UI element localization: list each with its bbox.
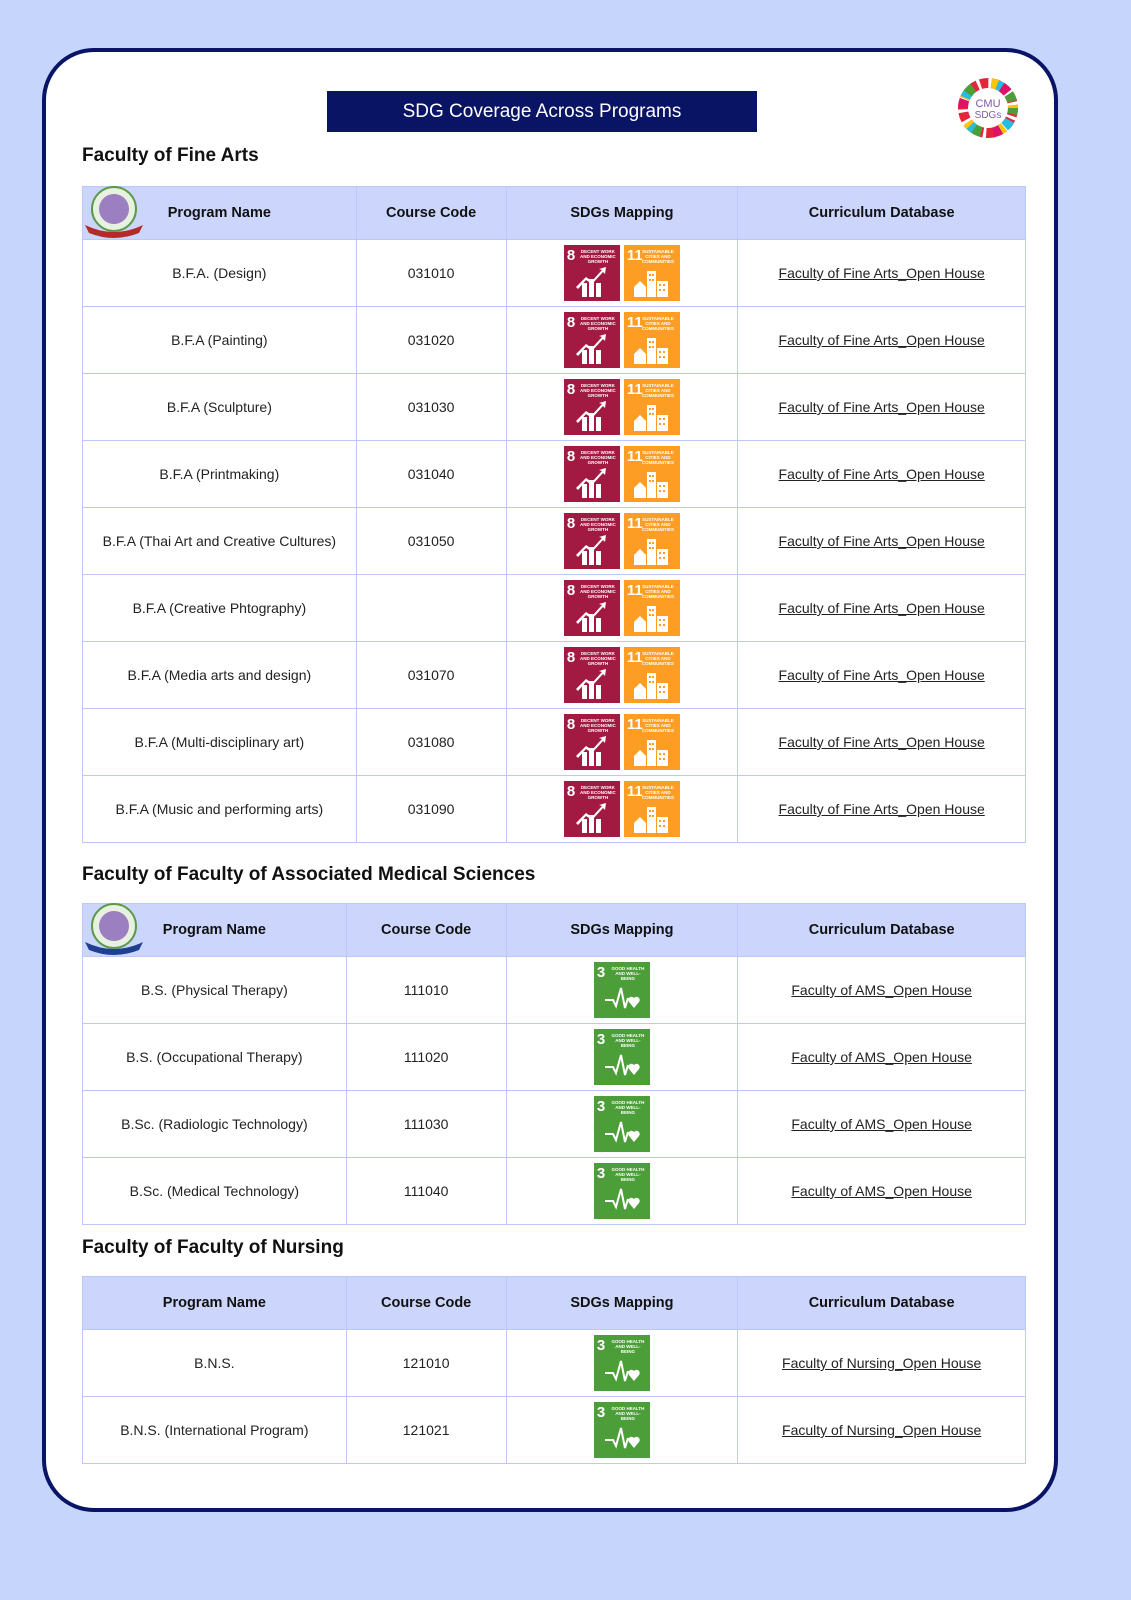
curriculum-database-link[interactable]: Faculty of Fine Arts_Open House xyxy=(778,265,985,281)
program-name: B.F.A (Media arts and design) xyxy=(83,642,357,709)
sdgs-mapping xyxy=(506,374,738,441)
curriculum-database-link[interactable]: Faculty of Fine Arts_Open House xyxy=(778,466,985,482)
course-code: 111020 xyxy=(346,1024,506,1091)
svg-text:SDGs: SDGs xyxy=(974,110,1002,121)
program-name: B.Sc. (Medical Technology) xyxy=(83,1158,347,1225)
sdg-8-tile: 8 DECENT WORK AND ECONOMIC GROWTH xyxy=(564,312,620,368)
table-row xyxy=(83,441,1026,508)
curriculum-database-link[interactable]: Faculty of AMS_Open House xyxy=(791,1183,972,1199)
table-row xyxy=(83,957,1026,1024)
course-code: 031080 xyxy=(356,709,506,776)
sdgs-mapping xyxy=(506,1397,738,1464)
sdg-3-tile: 3 GOOD HEALTH AND WELL-BEING xyxy=(594,962,650,1018)
sdg-11-tile: 11 SUSTAINABLE CITIES AND COMMUNITIES xyxy=(624,513,680,569)
sdgs-mapping xyxy=(506,776,738,843)
page-title: SDG Coverage Across Programs xyxy=(327,91,757,132)
table-header-row xyxy=(83,187,1026,240)
sdg-3-tile: 3 GOOD HEALTH AND WELL-BEING xyxy=(594,1096,650,1152)
table-row xyxy=(83,1330,1026,1397)
program-name: B.S. (Physical Therapy) xyxy=(83,957,347,1024)
sdgs-mapping xyxy=(506,508,738,575)
header-sdgs-mapping: SDGs Mapping xyxy=(506,187,738,240)
sdg-11-tile: 11 SUSTAINABLE CITIES AND COMMUNITIES xyxy=(624,379,680,435)
header-course-code: Course Code xyxy=(346,1277,506,1330)
faculty-seal-icon xyxy=(83,898,145,958)
sdg-8-tile: 8 DECENT WORK AND ECONOMIC GROWTH xyxy=(564,781,620,837)
curriculum-database-link[interactable]: Faculty of AMS_Open House xyxy=(791,1049,972,1065)
program-name: B.F.A (Creative Phtography) xyxy=(83,575,357,642)
programs-table xyxy=(82,1276,1026,1464)
program-name: B.S. (Occupational Therapy) xyxy=(83,1024,347,1091)
sdgs-mapping xyxy=(506,709,738,776)
sdg-8-tile: 8 DECENT WORK AND ECONOMIC GROWTH xyxy=(564,647,620,703)
section-heading: Faculty of Fine Arts xyxy=(82,145,259,166)
sdgs-mapping xyxy=(506,575,738,642)
sdg-8-tile: 8 DECENT WORK AND ECONOMIC GROWTH xyxy=(564,379,620,435)
curriculum-database-link[interactable]: Faculty of AMS_Open House xyxy=(791,1116,972,1132)
programs-table xyxy=(82,186,1026,843)
program-name: B.F.A (Sculpture) xyxy=(83,374,357,441)
sdg-11-tile: 11 SUSTAINABLE CITIES AND COMMUNITIES xyxy=(624,781,680,837)
table-row xyxy=(83,240,1026,307)
course-code xyxy=(356,575,506,642)
table-row xyxy=(83,1024,1026,1091)
course-code: 121021 xyxy=(346,1397,506,1464)
sdgs-mapping xyxy=(506,441,738,508)
table-row xyxy=(83,575,1026,642)
table-row xyxy=(83,374,1026,441)
sdg-3-tile: 3 GOOD HEALTH AND WELL-BEING xyxy=(594,1029,650,1085)
program-name: B.N.S. xyxy=(83,1330,347,1397)
program-name: B.F.A (Printmaking) xyxy=(83,441,357,508)
sdg-11-tile: 11 SUSTAINABLE CITIES AND COMMUNITIES xyxy=(624,245,680,301)
curriculum-database-link[interactable]: Faculty of Nursing_Open House xyxy=(782,1422,982,1438)
program-name: B.F.A. (Design) xyxy=(83,240,357,307)
program-name: B.Sc. (Radiologic Technology) xyxy=(83,1091,347,1158)
header-program-name: Program Name xyxy=(83,187,357,240)
curriculum-database-link[interactable]: Faculty of Fine Arts_Open House xyxy=(778,600,985,616)
sdg-11-tile: 11 SUSTAINABLE CITIES AND COMMUNITIES xyxy=(624,647,680,703)
program-name: B.F.A (Multi-disciplinary art) xyxy=(83,709,357,776)
table-row xyxy=(83,1158,1026,1225)
cmu-sdgs-logo xyxy=(950,76,1026,140)
sdgs-mapping xyxy=(506,240,738,307)
table-row xyxy=(83,776,1026,843)
table-row xyxy=(83,1091,1026,1158)
sdgs-mapping xyxy=(506,307,738,374)
curriculum-database-link[interactable]: Faculty of Fine Arts_Open House xyxy=(778,734,985,750)
program-name: B.F.A (Thai Art and Creative Cultures) xyxy=(83,508,357,575)
program-name: B.F.A (Music and performing arts) xyxy=(83,776,357,843)
table-header-row xyxy=(83,904,1026,957)
sdg-8-tile: 8 DECENT WORK AND ECONOMIC GROWTH xyxy=(564,513,620,569)
section-heading: Faculty of Faculty of Nursing xyxy=(82,1237,344,1258)
course-code: 031030 xyxy=(356,374,506,441)
curriculum-database-link[interactable]: Faculty of Fine Arts_Open House xyxy=(778,667,985,683)
course-code: 111030 xyxy=(346,1091,506,1158)
svg-text:CMU: CMU xyxy=(975,98,1001,110)
sdg-11-tile: 11 SUSTAINABLE CITIES AND COMMUNITIES xyxy=(624,446,680,502)
sdgs-mapping xyxy=(506,1330,738,1397)
sdgs-mapping xyxy=(506,1024,738,1091)
sdg-11-tile: 11 SUSTAINABLE CITIES AND COMMUNITIES xyxy=(624,312,680,368)
table-header-row xyxy=(83,1277,1026,1330)
sdgs-mapping xyxy=(506,642,738,709)
table-row xyxy=(83,709,1026,776)
sdg-3-tile: 3 GOOD HEALTH AND WELL-BEING xyxy=(594,1163,650,1219)
program-name: B.F.A (Painting) xyxy=(83,307,357,374)
curriculum-database-link[interactable]: Faculty of Fine Arts_Open House xyxy=(778,399,985,415)
curriculum-database-link[interactable]: Faculty of Fine Arts_Open House xyxy=(778,801,985,817)
header-program-name: Program Name xyxy=(83,1277,347,1330)
header-program-name: Program Name xyxy=(83,904,347,957)
course-code: 031020 xyxy=(356,307,506,374)
section-heading: Faculty of Faculty of Associated Medical Sciences xyxy=(82,864,536,885)
curriculum-database-link[interactable]: Faculty of Fine Arts_Open House xyxy=(778,332,985,348)
curriculum-database-link[interactable]: Faculty of Nursing_Open House xyxy=(782,1355,982,1371)
course-code: 031090 xyxy=(356,776,506,843)
sdg-8-tile: 8 DECENT WORK AND ECONOMIC GROWTH xyxy=(564,714,620,770)
curriculum-database-link[interactable]: Faculty of Fine Arts_Open House xyxy=(778,533,985,549)
sdg-11-tile: 11 SUSTAINABLE CITIES AND COMMUNITIES xyxy=(624,580,680,636)
course-code: 031040 xyxy=(356,441,506,508)
header-course-code: Course Code xyxy=(346,904,506,957)
program-name: B.N.S. (International Program) xyxy=(83,1397,347,1464)
header-curriculum-database: Curriculum Database xyxy=(738,904,1026,957)
table-row xyxy=(83,307,1026,374)
table-row xyxy=(83,642,1026,709)
sdg-3-tile: 3 GOOD HEALTH AND WELL-BEING xyxy=(594,1402,650,1458)
curriculum-database-link[interactable]: Faculty of AMS_Open House xyxy=(791,982,972,998)
sdgs-mapping xyxy=(506,957,738,1024)
table-row xyxy=(83,1397,1026,1464)
sdg-8-tile: 8 DECENT WORK AND ECONOMIC GROWTH xyxy=(564,446,620,502)
course-code: 031050 xyxy=(356,508,506,575)
sdg-8-tile: 8 DECENT WORK AND ECONOMIC GROWTH xyxy=(564,245,620,301)
sdgs-mapping xyxy=(506,1158,738,1225)
header-sdgs-mapping: SDGs Mapping xyxy=(506,1277,738,1330)
course-code: 121010 xyxy=(346,1330,506,1397)
course-code: 031070 xyxy=(356,642,506,709)
course-code: 111010 xyxy=(346,957,506,1024)
table-row xyxy=(83,508,1026,575)
sdg-3-tile: 3 GOOD HEALTH AND WELL-BEING xyxy=(594,1335,650,1391)
header-curriculum-database: Curriculum Database xyxy=(738,1277,1026,1330)
sdg-8-tile: 8 DECENT WORK AND ECONOMIC GROWTH xyxy=(564,580,620,636)
course-code: 111040 xyxy=(346,1158,506,1225)
sdgs-mapping xyxy=(506,1091,738,1158)
faculty-seal-icon xyxy=(83,181,145,241)
header-curriculum-database: Curriculum Database xyxy=(738,187,1026,240)
header-sdgs-mapping: SDGs Mapping xyxy=(506,904,738,957)
header-course-code: Course Code xyxy=(356,187,506,240)
course-code: 031010 xyxy=(356,240,506,307)
programs-table xyxy=(82,903,1026,1225)
sdg-11-tile: 11 SUSTAINABLE CITIES AND COMMUNITIES xyxy=(624,714,680,770)
